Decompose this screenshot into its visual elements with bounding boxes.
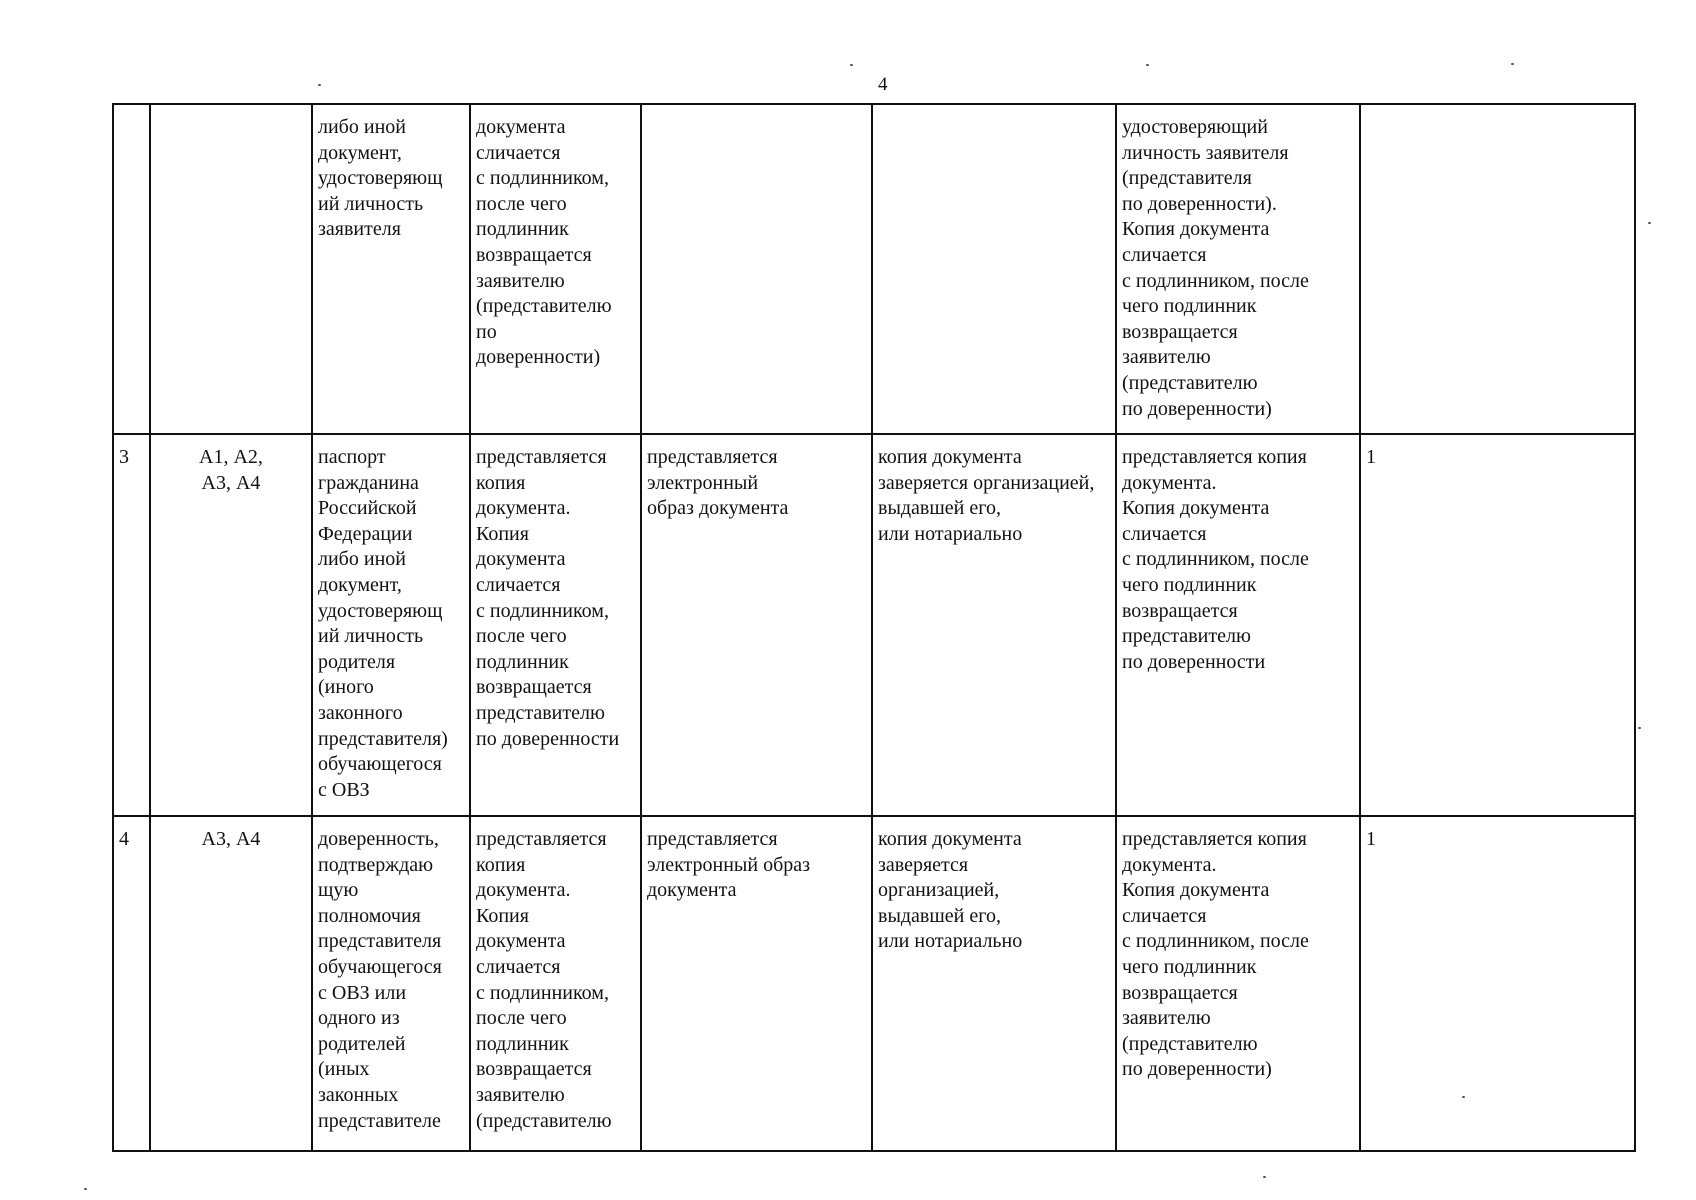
certification-cell: копия документа заверяется организацией, выдавшей его, или нотариально — [872, 434, 1116, 816]
table-row — [113, 104, 1635, 434]
row-number-cell: 4 — [113, 816, 150, 1151]
document-name-cell: паспорт гражданина Российской Федерации либо иной документ, удостоверяющ ий личность родителя (иного законного представителя) обучающегося с ОВЗ — [312, 434, 470, 816]
category-code-cell: А1, А2, А3, А4 — [150, 434, 312, 816]
category-code-cell: А3, А4 — [150, 816, 312, 1151]
scan-speck — [1263, 1176, 1266, 1178]
scan-speck — [1648, 222, 1651, 224]
requirements-cell: представляется копия документа. Копия документа сличается с подлинником, после чего подлинник возвращается заявителю (представителю по доверенности) — [1116, 816, 1360, 1151]
certification-cell — [872, 104, 1116, 434]
count-cell — [1360, 104, 1635, 434]
row-number-cell: 3 — [113, 434, 150, 816]
requirements-cell: представляется копия документа. Копия документа сличается с подлинником, после чего подлинник возвращается представителю по доверенности — [1116, 434, 1360, 816]
scan-speck — [84, 1188, 87, 1190]
electronic-form-cell: представляется электронный образ документа — [641, 816, 872, 1151]
requirements-cell: удостоверяющий личность заявителя (представителя по доверенности). Копия документа сличается с подлинником, после чего подлинник возвращается заявителю (представителю по доверенности) — [1116, 104, 1360, 434]
scan-speck — [1638, 727, 1641, 729]
documents-table — [112, 103, 1636, 1152]
document-name-cell: либо иной документ, удостоверяющ ий личность заявителя — [312, 104, 470, 434]
submission-method-cell: представляется копия документа. Копия документа сличается с подлинником, после чего подлинник возвращается заявителю (представителю — [470, 816, 641, 1151]
submission-method-cell: документа сличается с подлинником, после чего подлинник возвращается заявителю (представителю по доверенности) — [470, 104, 641, 434]
scan-speck — [1462, 1096, 1465, 1098]
count-cell: 1 — [1360, 816, 1635, 1151]
category-code-cell — [150, 104, 312, 434]
scan-speck — [318, 84, 321, 86]
count-cell: 1 — [1360, 434, 1635, 816]
scan-speck — [1511, 63, 1514, 65]
scan-speck — [1146, 64, 1149, 66]
page-number: 4 — [878, 74, 888, 95]
scan-speck — [850, 64, 853, 66]
electronic-form-cell — [641, 104, 872, 434]
electronic-form-cell: представляется электронный образ документа — [641, 434, 872, 816]
table-row — [113, 816, 1635, 1151]
certification-cell: копия документа заверяется организацией, выдавшей его, или нотариально — [872, 816, 1116, 1151]
submission-method-cell: представляется копия документа. Копия документа сличается с подлинником, после чего подлинник возвращается представителю по доверенности — [470, 434, 641, 816]
table-row — [113, 434, 1635, 816]
document-name-cell: доверенность, подтверждаю щую полномочия представителя обучающегося с ОВЗ или одного из родителей (иных законных представителе — [312, 816, 470, 1151]
row-number-cell — [113, 104, 150, 434]
